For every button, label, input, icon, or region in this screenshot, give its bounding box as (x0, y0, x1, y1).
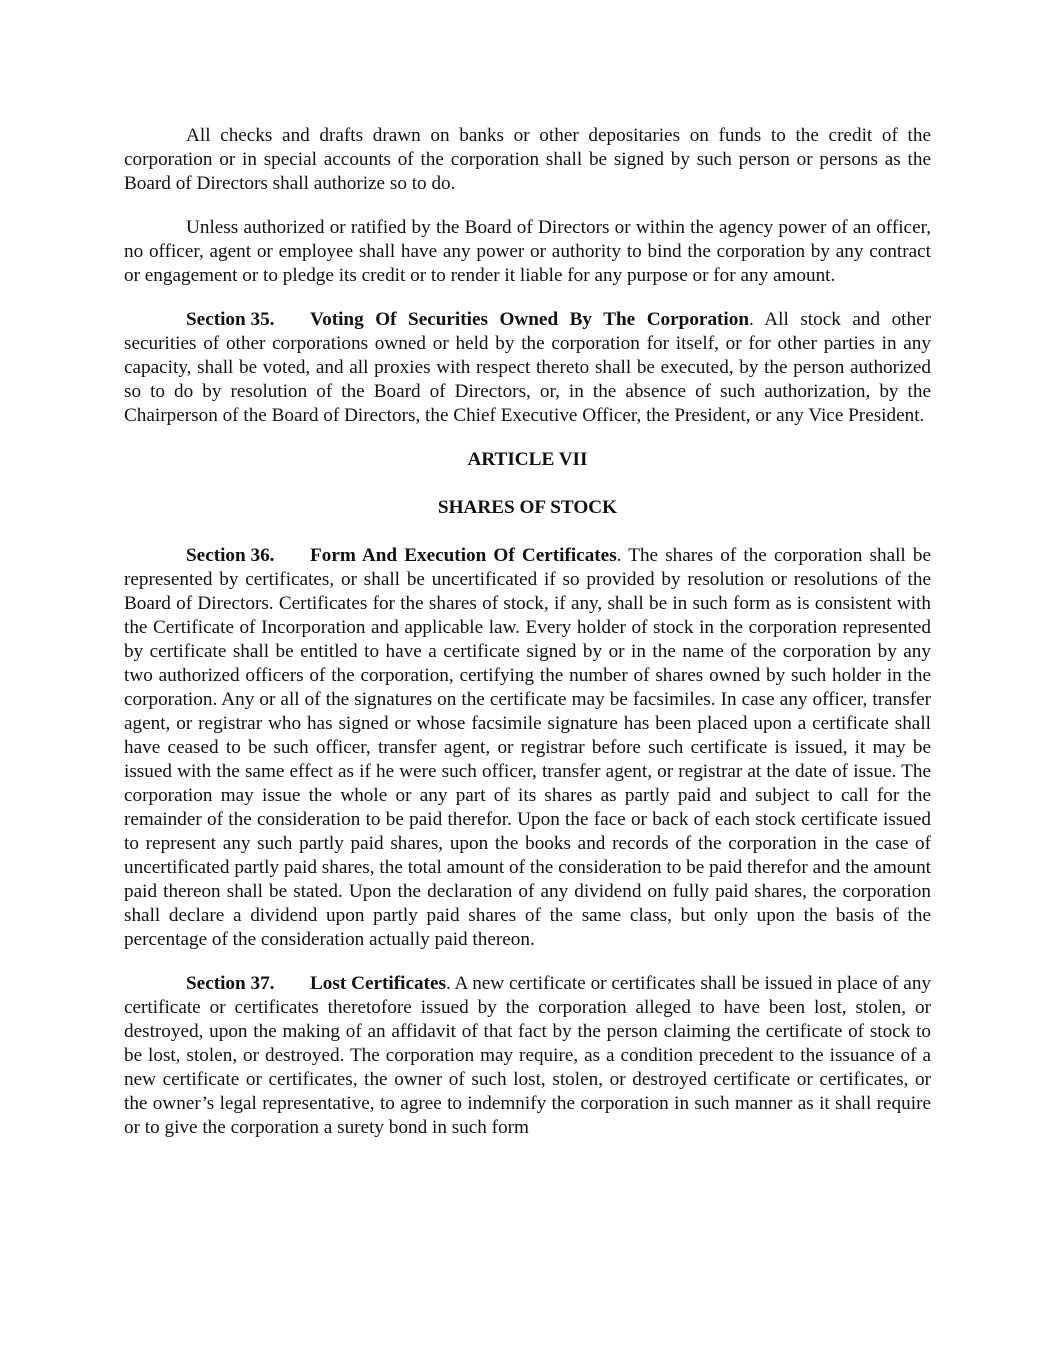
article-heading: ARTICLE VII (467, 449, 588, 470)
section-36 (124, 544, 931, 952)
article-subheading: SHARES OF STOCK (437, 497, 618, 518)
section-35-body: . All stock and other securities of other corporations owned or held by the corporation for itself, or for other parties in any capacity, shall be voted, and all proxies with respect thereto shall be executed, by the person authorized so to do by resolution of the Board of Directors, or, in the absence of such authorization, by the Chairperson of the Board of Directors, the Chief Executive Officer, the President, or any Vice President. (124, 309, 931, 426)
section-35 (124, 308, 931, 428)
paragraph-authority: Unless authorized or ratified by the Board of Directors or within the agency power of an officer, no officer, agent or employee shall have any power or authority to bind the corporation by any contract or engagement or to pledge its credit or to render it liable for any purpose or for any amount. (124, 217, 931, 286)
document-page (124, 124, 931, 1160)
section-35-number: Section 35. (186, 309, 275, 330)
section-37 (124, 972, 931, 1140)
paragraph-checks-drafts: All checks and drafts drawn on banks or other depositaries on funds to the credit of the corporation or in special accounts of the corporation shall be signed by such person or persons as the Board of Directors shall authorize so to do. (124, 125, 931, 194)
section-37-number: Section 37. (186, 973, 275, 994)
section-36-title: Form And Execution Of Certificates (310, 545, 617, 566)
section-36-body: . The shares of the corporation shall be represented by certificates, or shall be uncertificated if so provided by resolution or resolutions of the Board of Directors. Certificates for the shares of stock, if any, shall be in such form as is consistent with the Certificate of Incorporation and applicable law. Every holder of stock in the corporation represented by certificate shall be entitled to have a certificate signed by or in the name of the corporation by any two authorized officers of the corporation, certifying the number of shares owned by such holder in the corporation. Any or all of the signatures on the certificate may be facsimiles. In case any officer, transfer agent, or registrar who has signed or whose facsimile signature has been placed upon a certificate shall have ceased to be such officer, transfer agent, or registrar before such certificate is issued, it may be issued with the same effect as if he were such officer, transfer agent, or registrar at the date of issue. The corporation may issue the whole or any part of its shares as partly paid and subject to call for the remainder of the consideration to be paid therefor. Upon the face or back of each stock certificate issued to represent any such partly paid shares, upon the books and records of the corporation in the case of uncertificated partly paid shares, the total amount of the consideration to be paid therefor and the amount paid thereon shall be stated. Upon the declaration of any dividend on fully paid shares, the corporation shall declare a dividend upon partly paid shares of the same class, but only upon the basis of the percentage of the consideration actually paid thereon. (124, 545, 931, 950)
section-35-title: Voting Of Securities Owned By The Corporation (310, 309, 750, 330)
section-36-number: Section 36. (186, 545, 275, 566)
section-37-title: Lost Certificates (310, 973, 446, 994)
section-37-body: . A new certificate or certificates shall be issued in place of any certificate or certificates theretofore issued by the corporation alleged to have been lost, stolen, or destroyed, upon the making of an affidavit of that fact by the person claiming the certificate of stock to be lost, stolen, or destroyed. The corporation may require, as a condition precedent to the issuance of a new certificate or certificates, the owner of such lost, stolen, or destroyed certificate or certificates, or the owner’s legal representative, to agree to indemnify the corporation in such manner as it shall require or to give the corporation a surety bond in such form (124, 973, 932, 1138)
